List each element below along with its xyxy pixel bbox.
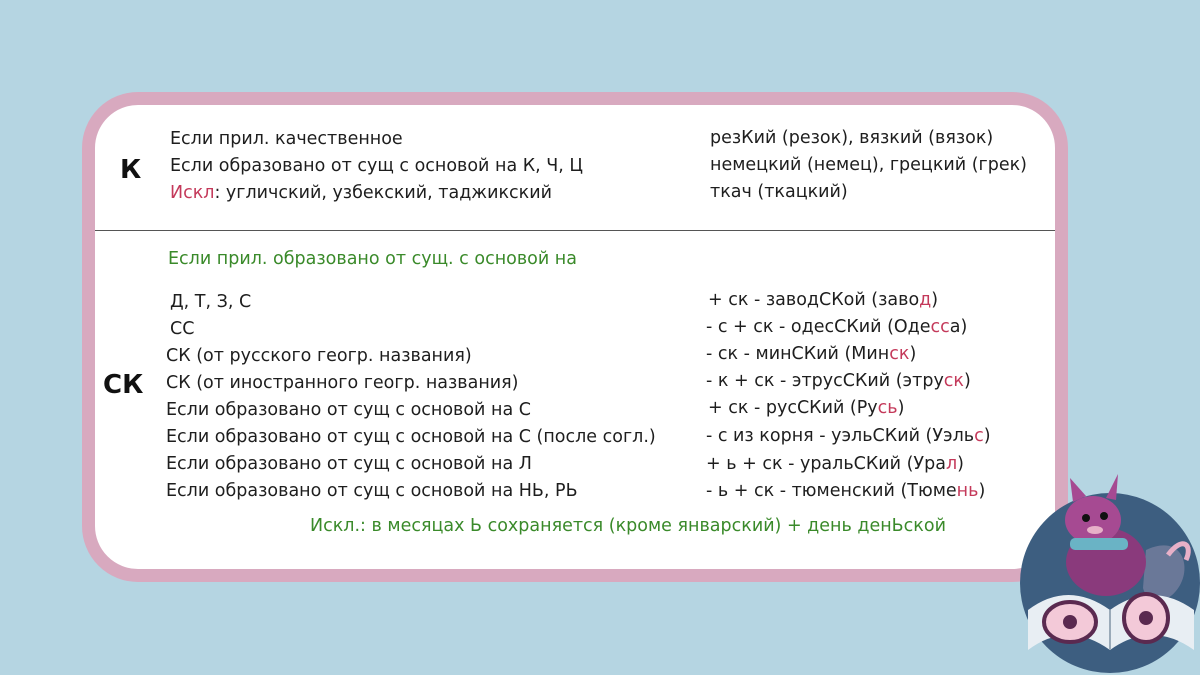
sk-rule-8: Если образовано от сущ с основой на НЬ, РЬ [166,481,578,501]
k-rule-2: Если образовано от сущ с основой на К, Ч, Ц [170,156,583,176]
sk-example-5-end: ) [897,398,905,418]
k-example-1: резКий (резок), вязкий (вязок) [710,128,994,148]
sk-rule-7: Если образовано от сущ с основой на Л [166,454,532,474]
section-k-letter: К [120,155,142,185]
sk-heading: Если прил. образовано от сущ. с основой на [168,249,577,269]
sk-example-1-highlight: д [919,290,932,310]
sk-example-3-highlight: ск [889,344,910,364]
k-example-3: ткач (ткацкий) [710,182,848,202]
sk-example-7-end: ) [957,454,964,474]
k-exception [170,182,552,204]
k-exception-text: : угличский, узбекский, таджикский [214,183,552,203]
sk-example-4-highlight: ск [943,371,964,391]
sk-example-7-text: + ь + ск - уральСКий (Ура [706,454,946,474]
sk-example-8-end: ) [978,481,986,501]
sk-example-7-highlight: л [945,454,958,474]
sk-example-3-end: ) [909,344,917,364]
sk-example-8-text: - ь + ск - тюменский (Тюме [706,481,957,501]
sk-example-8-highlight: нь [956,481,979,501]
section-sk-letter: СК [103,370,144,400]
sk-example-4-end: ) [964,371,971,391]
sk-rule-5: Если образовано от сущ с основой на С [166,400,531,420]
sk-example-6-text: - с из корня - уэльСКий (Уэль [706,426,975,446]
section-divider [95,230,1055,231]
squirrel-mascot-logo [1018,470,1200,675]
sk-example [706,480,985,502]
sk-example-1-end: ) [931,290,939,310]
sk-example-6-highlight: с [974,426,984,446]
sk-example [706,343,916,365]
sk-example [708,397,904,419]
sk-exception: Искл.: в месяцах Ь сохраняется (кроме январский) + день денЬской [310,516,946,536]
k-rule-1: Если прил. качественное [170,129,403,149]
sk-example-2-end: а) [949,317,968,337]
sk-example-2-highlight: сс [930,317,950,337]
sk-rule-3: СК (от русского геогр. названия) [166,346,472,366]
sk-example [706,316,967,338]
sk-example [706,453,964,475]
sk-rule-6: Если образовано от сущ с основой на С (после согл.) [166,427,656,447]
sk-example [706,370,971,392]
rule-card [82,92,1068,582]
k-exception-label: Искл [170,183,215,203]
k-example-2: немецкий (немец), грецкий (грек) [710,155,1027,175]
sk-example-4-text: - к + ск - этрусСКий (этру [706,371,944,391]
sk-rule-4: СК (от иностранного геогр. названия) [166,373,519,393]
sk-example [708,289,938,311]
sk-example-2-text: - с + ск - одесСКий (Оде [706,317,931,337]
sk-example-1-text: + ск - заводСКой (заво [708,290,920,310]
sk-example-6-end: ) [983,426,991,446]
sk-example-5-text: + ск - русСКий (Ру [708,398,878,418]
sk-example-3-text: - ск - минСКий (Мин [706,344,890,364]
sk-rule-1: Д, Т, З, С [170,292,252,312]
sk-example [706,425,991,447]
sk-example-5-highlight: сь [877,398,898,418]
sk-rule-2: СС [170,319,195,339]
